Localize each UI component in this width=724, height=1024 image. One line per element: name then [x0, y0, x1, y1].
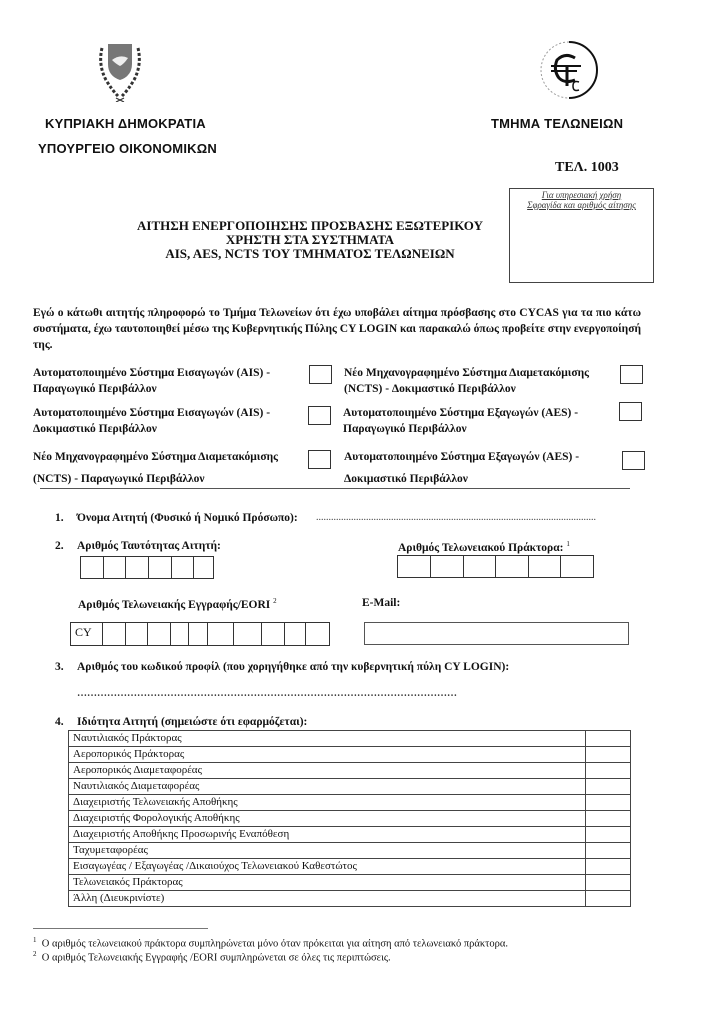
role-label: Εισαγωγέας / Εξαγωγέας /Δικαιούχος Τελωνειακού Καθεστώτος	[69, 859, 586, 875]
role-label: Διαχειριστής Αποθήκης Προσωρινής Εναπόθεση	[69, 827, 586, 843]
role-checkbox[interactable]	[586, 875, 631, 891]
intro-paragraph: Εγώ ο κάτωθι αιτητής πληροφορώ το Τμήμα Τελωνείων ότι έχω υποβάλει αίτημα πρόσβασης στο CYCAS για τα πιο κάτω συστήματα, έχω ταυτοποιηθεί μέσω της Κυβερνητικής Πύλης CY LOGIN και παρακαλώ όπως προβείτε στην ενεργοποίησή της.	[33, 307, 641, 351]
footnote-divider	[33, 928, 208, 929]
table-row	[69, 747, 631, 763]
checkbox-ncts-test[interactable]	[620, 365, 643, 384]
email-label: E-Mail:	[362, 597, 401, 609]
role-label: Αεροπορικός Διαμεταφορέας	[69, 763, 586, 779]
checkbox-ais-production[interactable]	[309, 365, 332, 384]
title-line-1: ΑΙΤΗΣΗ ΕΝΕΡΓΟΠΟΙΗΣΗΣ ΠΡΟΣΒΑΣΗΣ ΕΞΩΤΕΡΙΚΟΥ	[137, 218, 483, 233]
table-row	[69, 795, 631, 811]
customs-agent-number-label: Αριθμός Τελωνειακού Πράκτορα: $^1$	[398, 540, 570, 554]
id-number-label: Αριθμός Ταυτότητας Αιτητή:	[77, 540, 221, 552]
role-checkbox[interactable]	[586, 891, 631, 907]
question-3-number: 3.	[55, 661, 64, 673]
table-row	[69, 731, 631, 747]
table-row	[69, 763, 631, 779]
customs-department-logo-icon	[535, 38, 603, 102]
role-label: Ταχυμεταφορέας	[69, 843, 586, 859]
checkbox-ais-test[interactable]	[308, 406, 331, 425]
profile-code-label: Αριθμός του κωδικού προφίλ (που χορηγήθηκε από την κυβερνητική πύλη CY LOGIN):	[77, 661, 510, 673]
applicant-name-label: Όνομα Αιτητή (Φυσικό ή Νομικό Πρόσωπο):	[77, 512, 298, 524]
table-row	[69, 827, 631, 843]
role-checkbox[interactable]	[586, 763, 631, 779]
customs-agent-number-field[interactable]	[397, 555, 594, 578]
table-row	[69, 859, 631, 875]
customs-department-name: ΤΜΗΜΑ ΤΕΛΩΝΕΙΩΝ	[491, 116, 624, 131]
eori-label: Αριθμός Τελωνειακής Εγγραφής/EORI $^2$	[78, 597, 277, 611]
table-row	[69, 875, 631, 891]
role-checkbox[interactable]	[586, 795, 631, 811]
applicant-capacity-table	[68, 730, 631, 907]
footnote-2: $^2$ Ο αριθμός Τελωνειακής Εγγραφής /EORI συμπληρώνεται σε όλες τις περιπτώσεις.	[33, 950, 391, 964]
system-ncts-test: Νέο Μηχανογραφημένο Σύστημα Διαμετακόμισης (NCTS) - Δοκιμαστικό Περιβάλλον	[344, 367, 589, 395]
footnote-1: $^1$ Ο αριθμός τελωνειακού πράκτορα συμπληρώνεται μόνο όταν πρόκειται για αίτηση από τελωνειακό πράκτορα.	[33, 936, 509, 950]
country-name: ΚΥΠΡΙΑΚΗ ΔΗΜΟΚΡΑΤΙΑ	[45, 116, 206, 131]
eori-prefix: CY	[71, 623, 103, 645]
table-row	[69, 811, 631, 827]
applicant-name-field[interactable]: ................................................................................................................	[316, 512, 596, 523]
profile-code-field[interactable]: ……………………………………………………………………………………………………	[77, 688, 457, 699]
system-ncts-production: Νέο Μηχανογραφημένο Σύστημα Διαμετακόμισης (NCTS) - Παραγωγικό Περιβάλλον	[33, 451, 278, 485]
role-checkbox[interactable]	[586, 859, 631, 875]
role-checkbox[interactable]	[586, 747, 631, 763]
office-use-label: Για υπηρεσιακή χρήση	[541, 190, 622, 200]
role-checkbox[interactable]	[586, 843, 631, 859]
question-1-number: 1.	[55, 512, 64, 524]
question-4-number: 4.	[55, 716, 64, 728]
table-row	[69, 891, 631, 907]
role-checkbox[interactable]	[586, 779, 631, 795]
eori-number-field[interactable]	[70, 622, 330, 646]
system-aes-test: Αυτοματοποιημένο Σύστημα Εξαγωγών (AES) - Δοκιμαστικό Περιβάλλον	[344, 451, 580, 485]
role-checkbox[interactable]	[586, 811, 631, 827]
applicant-capacity-label: Ιδιότητα Αιτητή (σημειώστε ότι εφαρμόζεται):	[77, 716, 308, 728]
role-label: Ναυτιλιακός Πράκτορας	[69, 731, 586, 747]
checkbox-ncts-production[interactable]	[308, 450, 331, 469]
section-divider	[40, 488, 630, 489]
system-ais-production: Αυτοματοποιημένο Σύστημα Εισαγωγών (AIS) - Παραγωγικό Περιβάλλον	[33, 367, 271, 395]
system-aes-production: Αυτοματοποιημένο Σύστημα Εξαγωγών (AES) - Παραγωγικό Περιβάλλον	[343, 407, 579, 435]
table-row	[69, 843, 631, 859]
office-use-box	[509, 188, 654, 283]
checkbox-aes-production[interactable]	[619, 402, 642, 421]
role-label: Τελωνειακός Πράκτορας	[69, 875, 586, 891]
ministry-name: ΥΠΟΥΡΓΕΙΟ ΟΙΚΟΝΟΜΙΚΩΝ	[38, 141, 217, 156]
stamp-and-number-label: Σφραγίδα και αριθμός αίτησης	[527, 200, 636, 210]
role-label: Ναυτιλιακός Διαμεταφορέας	[69, 779, 586, 795]
role-checkbox[interactable]	[586, 827, 631, 843]
checkbox-aes-test[interactable]	[622, 451, 645, 470]
title-line-3: AIS, AES, NCTS ΤΟΥ ΤΜΗΜΑΤΟΣ ΤΕΛΩΝΕΙΩΝ	[165, 246, 455, 261]
table-row	[69, 779, 631, 795]
form-code: ΤΕΛ. 1003	[555, 160, 619, 175]
id-number-field[interactable]	[80, 556, 214, 579]
title-line-2: ΧΡΗΣΤΗ ΣΤΑ ΣΥΣΤΗΜΑΤΑ	[225, 232, 395, 247]
role-label: Διαχειριστής Τελωνειακής Αποθήκης	[69, 795, 586, 811]
form-title	[100, 219, 520, 261]
role-label: Άλλη (Διευκρινίστε)	[69, 891, 586, 907]
role-label: Διαχειριστής Φορολογικής Αποθήκης	[69, 811, 586, 827]
role-label: Αεροπορικός Πράκτορας	[69, 747, 586, 763]
role-checkbox[interactable]	[586, 731, 631, 747]
email-field[interactable]	[364, 622, 629, 645]
system-ais-test: Αυτοματοποιημένο Σύστημα Εισαγωγών (AIS) - Δοκιμαστικό Περιβάλλον	[33, 407, 271, 435]
cyprus-coat-of-arms-icon	[88, 40, 152, 102]
question-2-number: 2.	[55, 540, 64, 552]
